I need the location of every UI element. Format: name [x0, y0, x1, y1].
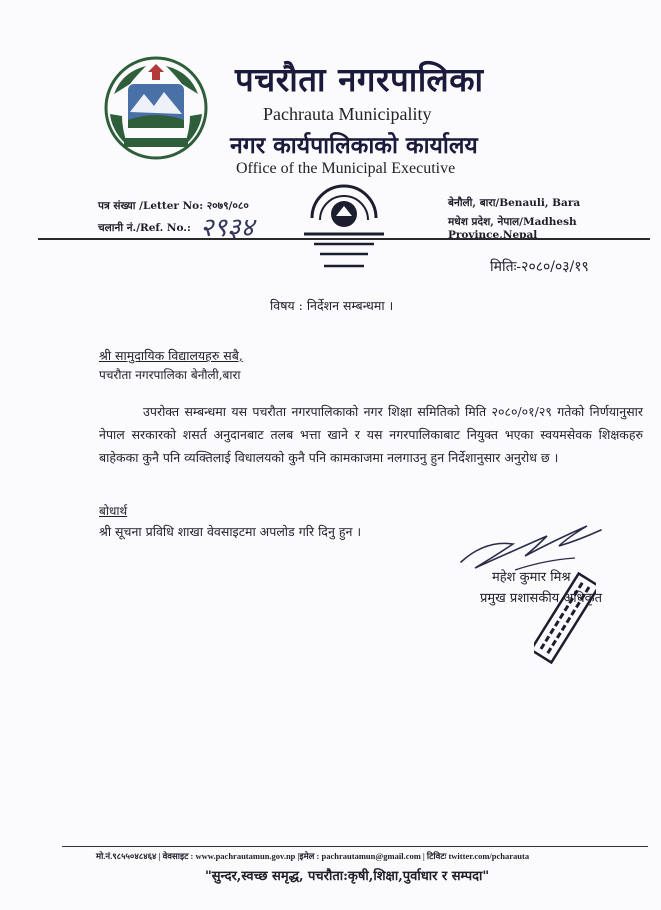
- letter-number: पत्र संख्या /Letter No: २०७९/०८०: [98, 200, 249, 212]
- footer-contact: मो.नं.९८५५०४८४६४ | वेवसाइट : www.pachrautamun.gov.np |इमेल : pachrautamun@gmail.com | टिविटः twitter.com/pcharauta: [96, 851, 530, 861]
- signatory-name: महेश कुमार मिश्र: [492, 570, 571, 585]
- addressee-heading: श्री सामुदायिक विद्यालयहरु सबै,: [99, 348, 243, 363]
- address-line-1: बेनौली, बारा/Benauli, Bara: [448, 197, 581, 209]
- addressee-location: पचरौता नगरपालिका बेनौली,बारा: [99, 368, 241, 382]
- office-name-np: नगर कार्यपालिकाको कार्यालय: [230, 132, 478, 159]
- signatory-stamp: [534, 572, 596, 664]
- footer-divider: [62, 846, 648, 847]
- office-name-en: Office of the Municipal Executive: [236, 160, 456, 177]
- municipality-logo: [100, 54, 212, 162]
- office-stamp: [294, 178, 394, 276]
- cc-label: बोधार्थ: [99, 504, 128, 518]
- municipality-name-en: Pachrauta Municipality: [263, 104, 432, 124]
- address-line-2: मधेश प्रदेश, नेपाल/Madhesh Province,Nepal: [448, 216, 577, 241]
- letter-body: उपरोक्त सम्बन्धमा यस पचरौता नगरपालिकाको नगर शिक्षा समितिको मिति २०८०/०१/२९ गतेको निर्णयानुसार नेपाल सरकारको शसर्त अनुदानबाट तलब भत्ता खाने र यस नगरपालिकाबाट नियुक्त भएका स्वयमसेवक शिक्षकहरु बाहेकका कुनै पनि व्यक्तिलाई विधालयको कुनै पनि कामकाजमा नलगाउनु हुन निर्देशानुसार अनुरोध छ ।: [99, 404, 643, 465]
- footer-slogan: "सुन्दर,स्वच्छ समृद्ध, पचरौता:कृषी,शिक्षा,पुर्वाधार र सम्पदा": [205, 869, 490, 884]
- reference-number-label: चलानी नं./Ref. No.:: [98, 222, 191, 234]
- subject-line: विषय : निर्देशन सम्बन्धमा ।: [270, 298, 394, 313]
- signatory-title: प्रमुख प्रशासकीय अधिकृत: [480, 591, 603, 606]
- reference-number-handwritten: २९३४: [200, 213, 255, 243]
- letter-date: मितिः-२०८०/०३/१९: [490, 259, 589, 275]
- cc-text: श्री सूचना प्रविधि शाखा वेवसाइटमा अपलोड गरि दिनु हुन ।: [99, 524, 362, 539]
- municipality-name-np: पचरौता नगरपालिका: [235, 60, 484, 99]
- header-divider: [38, 238, 650, 240]
